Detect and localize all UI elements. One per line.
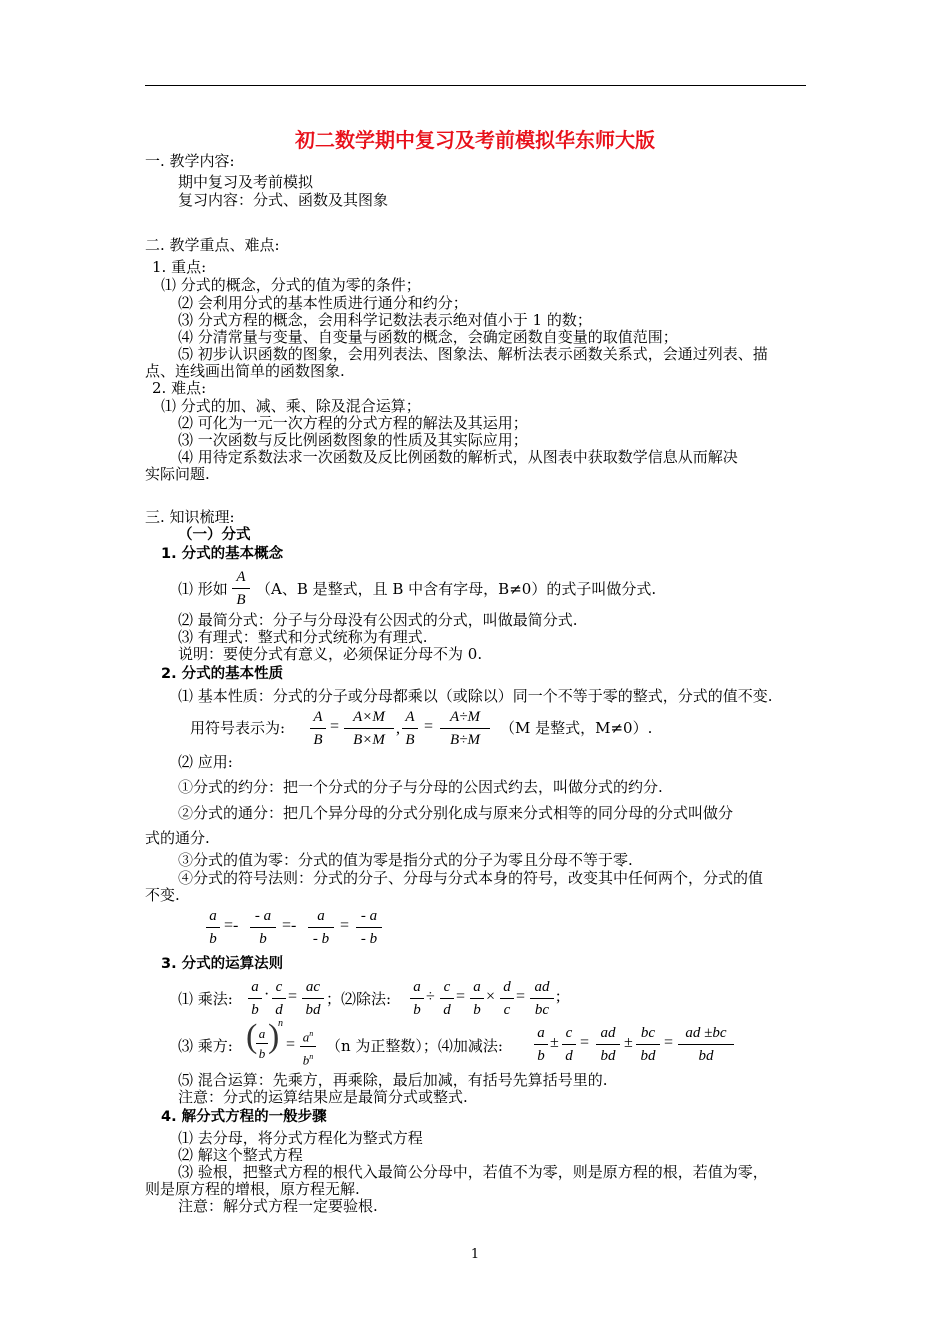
fraction-neg-a-neg-b: - a - b <box>356 907 382 948</box>
section2-heading: 二. 教学重点、难点: <box>145 236 280 254</box>
fraction-c-d: c d <box>562 1024 576 1065</box>
semicolon: ; <box>556 988 561 1005</box>
concept-2: ⑵ 最简分式：分子与分母没有公因式的分式，叫做最简分式. <box>178 611 578 629</box>
equals-sign: = <box>664 1034 674 1051</box>
fraction-AdivM-BdivM: A÷M B÷M <box>440 708 490 749</box>
equation-step-3b: 则是原方程的增根，原方程无解. <box>145 1180 360 1198</box>
fraction-an-bn: $a^n$ $b^n$ <box>300 1026 316 1068</box>
part1-heading: （一）分式 <box>178 527 251 543</box>
fraction-c-d: c d <box>272 978 286 1019</box>
operations-heading: 3. 分式的运算法则 <box>161 956 284 972</box>
difficulty-3: ⑶ 一次函数与反比例函数图象的性质及其实际应用； <box>178 431 528 449</box>
application-label: ⑵ 应用: <box>178 753 233 771</box>
multiplication-label: ⑴ 乘法: <box>178 990 233 1008</box>
equals-sign: = <box>580 1034 590 1051</box>
left-paren: ( <box>246 1018 258 1055</box>
equals-sign: = <box>288 988 298 1005</box>
key-point-4: ⑷ 分清常量与变量、自变量与函数的概念，会确定函数自变量的取值范围； <box>178 328 678 346</box>
fraction-a-neg-b: a - b <box>308 907 334 948</box>
equals-minus: =- <box>224 917 239 934</box>
equation-step-3a: ⑶ 验根，把整式方程的根代入最简公分母中，若值不为零，则是原方程的根，若值为零， <box>178 1163 768 1181</box>
concept-1-prefix: ⑴ 形如 <box>178 580 228 598</box>
fraction-A-B: A B <box>310 708 326 749</box>
key-points-label: 1. 重点: <box>152 258 207 276</box>
property-symbol-label: 用符号表示为: <box>190 719 286 737</box>
operation-note: 注意：分式的运算结果应是最简分式或整式. <box>178 1088 468 1106</box>
key-point-2: ⑵ 会利用分式的基本性质进行通分和约分； <box>178 294 468 312</box>
application-d2: 不变. <box>145 886 180 904</box>
equation-steps-heading: 4. 解分式方程的一般步骤 <box>161 1109 327 1125</box>
fraction-a-b-small: a b <box>256 1026 268 1061</box>
difficulty-4b: 实际问题. <box>145 465 210 483</box>
comma: , <box>396 720 400 737</box>
page-number: 1 <box>470 1247 480 1262</box>
key-point-3: ⑶ 分式方程的概念，会用科学记数法表示绝对值小于 1 的数； <box>178 311 592 329</box>
divide-operator: ÷ <box>426 988 435 1005</box>
power-label: ⑶ 乘方: <box>178 1037 233 1055</box>
fraction-a-b: a b <box>410 978 424 1019</box>
fraction-ad-bc: ad bc <box>530 978 554 1019</box>
fraction-d-c: d c <box>500 978 514 1019</box>
fraction-ac-bd: ac bd <box>302 978 324 1019</box>
difficulty-4a: ⑷ 用待定系数法求一次函数及反比例函数的解析式，从图表中获取数学信息从而解决 <box>178 448 738 466</box>
exponent-n: n <box>278 1018 283 1029</box>
equals-sign: = <box>424 718 434 735</box>
key-point-5b: 点、连线画出简单的函数图象. <box>145 362 345 380</box>
key-point-1: ⑴ 分式的概念，分式的值为零的条件； <box>161 276 421 294</box>
fraction-bc-bd: bc bd <box>636 1024 660 1065</box>
application-b2: 式的通分. <box>145 829 210 847</box>
equals-sign: = <box>340 917 350 934</box>
times-operator: × <box>486 988 496 1005</box>
equals-sign: = <box>516 988 526 1005</box>
concept-heading: 1. 分式的基本概念 <box>161 546 284 562</box>
fraction-neg-a-b: - a b <box>250 907 276 948</box>
section3-heading: 三. 知识梳理: <box>145 508 235 526</box>
application-a: ①分式的约分：把一个分式的分子与分母的公因式约去，叫做分式的约分. <box>178 778 663 796</box>
concept-3: ⑶ 有理式：整式和分式统称为有理式. <box>178 628 428 646</box>
property-1: ⑴ 基本性质：分式的分子或分母都乘以（或除以）同一个不等于零的整式，分式的值不变. <box>178 687 773 705</box>
fraction-A-over-B: A B <box>232 568 250 609</box>
fraction-a-b: a b <box>470 978 484 1019</box>
section1-line1: 期中复习及考前模拟 <box>178 173 314 191</box>
fraction-a-b: a b <box>206 907 220 948</box>
difficulties-label: 2. 难点: <box>152 379 207 397</box>
application-c: ③分式的值为零：分式的值为零是指分式的分子为零且分母不等于零. <box>178 851 633 869</box>
fraction-A-B-2: A B <box>402 708 418 749</box>
mixed-operation: ⑸ 混合运算：先乘方，再乘除，最后加减，有括号先算括号里的. <box>178 1071 608 1089</box>
difficulty-2: ⑵ 可化为一元一次方程的分式方程的解法及其运用； <box>178 414 528 432</box>
property-heading: 2. 分式的基本性质 <box>161 666 284 682</box>
key-point-5a: ⑸ 初步认识函数的图象，会用列表法、图象法、解析法表示函数关系式，会通过列表、描 <box>178 345 768 363</box>
equals-sign: = <box>286 1036 296 1053</box>
equation-step-2: ⑵ 解这个整式方程 <box>178 1146 303 1164</box>
division-label: ；⑵除法: <box>326 990 392 1008</box>
equals-sign: = <box>456 988 466 1005</box>
application-d1: ④分式的符号法则：分式的分子、分母与分式本身的符号，改变其中任何两个，分式的值 <box>178 869 764 887</box>
equation-step-1: ⑴ 去分母，将分式方程化为整式方程 <box>178 1129 423 1147</box>
fraction-a-b: a b <box>248 978 262 1019</box>
equals-minus: =- <box>282 917 297 934</box>
fraction-adbc-bd: ad ±bc bd <box>678 1024 734 1065</box>
dot-operator: · <box>264 986 270 1003</box>
equation-note: 注意：解分式方程一定要验根. <box>178 1197 378 1215</box>
difficulty-1: ⑴ 分式的加、减、乘、除及混合运算； <box>161 397 421 415</box>
concept-note: 说明：要使分式有意义，必须保证分母不为 0. <box>178 645 483 663</box>
concept-1-text: （A、B 是整式，且 B 中含有字母，B≠0）的式子叫做分式. <box>256 580 657 598</box>
fraction-a-b: a b <box>534 1024 548 1065</box>
plus-minus-operator: ± <box>624 1034 633 1051</box>
fraction-ad-bd: ad bd <box>596 1024 620 1065</box>
equals-sign: = <box>330 718 340 735</box>
section1-heading: 一. 教学内容: <box>145 152 235 170</box>
property-note: （M 是整式，M≠0）. <box>500 719 653 737</box>
fraction-AxM-BxM: A×M B×M <box>344 708 394 749</box>
power-note: （n 为正整数）；⑷加减法: <box>326 1037 503 1055</box>
right-paren: ) <box>268 1018 280 1055</box>
plus-minus-operator: ± <box>550 1034 559 1051</box>
page-title: 初二数学期中复习及考前模拟华东师大版 <box>295 128 655 152</box>
application-b1: ②分式的通分：把几个异分母的分式分别化成与原来分式相等的同分母的分式叫做分 <box>178 804 734 822</box>
section1-line2: 复习内容：分式、函数及其图象 <box>178 191 389 209</box>
header-rule <box>145 85 806 86</box>
fraction-c-d: c d <box>440 978 454 1019</box>
